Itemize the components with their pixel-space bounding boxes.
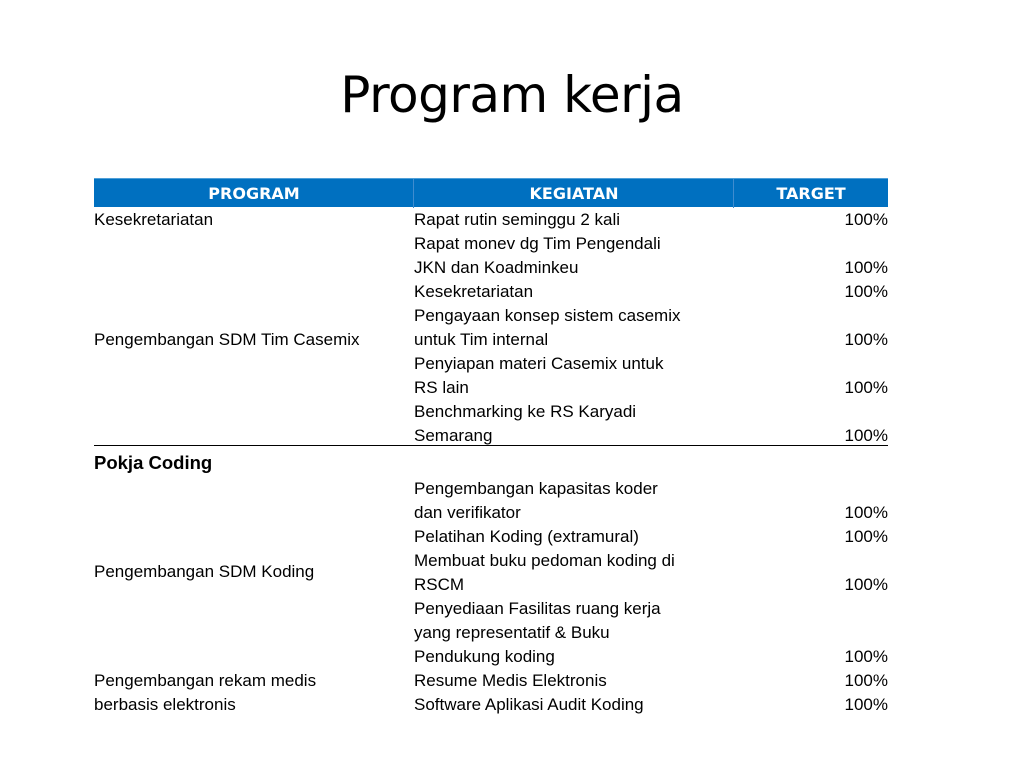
target-value: 100% (844, 527, 888, 546)
kegiatan-line: RSCM (414, 575, 465, 594)
kegiatan-line: Rapat monev dg Tim Pengendali (414, 234, 661, 253)
target-value: 100% (844, 282, 888, 301)
kegiatan-line: yang representatif & Buku (414, 623, 610, 642)
program-kesekretariatan: Kesekretariatan (94, 210, 214, 229)
kegiatan-line: Pendukung koding (414, 647, 555, 666)
target-value: 100% (844, 210, 888, 229)
kegiatan-line: Benchmarking ke RS Karyadi (414, 402, 637, 421)
target-value: 100% (844, 378, 888, 397)
target-value: 100% (844, 330, 888, 349)
kegiatan-line: JKN dan Koadminkeu (414, 258, 579, 277)
kegiatan-line: RS lain (414, 378, 469, 397)
header-program: PROGRAM (208, 184, 300, 203)
group-title-pokja-coding: Pokja Coding (94, 452, 213, 473)
program-rekam-medis: Pengembangan rekam medis (94, 671, 317, 690)
kegiatan-line: Rapat rutin seminggu 2 kali (414, 210, 621, 229)
target-value: 100% (844, 503, 888, 522)
target-value: 100% (844, 647, 888, 666)
program-sdm-casemix: Pengembangan SDM Tim Casemix (94, 330, 360, 349)
kegiatan-line: Membuat buku pedoman koding di (414, 551, 675, 570)
kegiatan-line: Semarang (414, 426, 493, 445)
kegiatan-line: Penyiapan materi Casemix untuk (414, 354, 664, 373)
program-rekam-medis-line2: berbasis elektronis (94, 695, 236, 714)
program-sdm-koding: Pengembangan SDM Koding (94, 562, 315, 581)
target-value: 100% (844, 258, 888, 277)
target-value: 100% (844, 426, 888, 445)
kegiatan-line: dan verifikator (414, 503, 521, 522)
target-value: 100% (844, 575, 888, 594)
section-divider (94, 445, 888, 446)
kegiatan-line: Kesekretariatan (414, 282, 534, 301)
kegiatan-line: untuk Tim internal (414, 330, 549, 349)
kegiatan-line: Penyediaan Fasilitas ruang kerja (414, 599, 661, 618)
header-target: TARGET (776, 184, 846, 203)
target-value: 100% (844, 671, 888, 690)
table-header (94, 178, 888, 207)
slide-title: Program kerja (340, 66, 684, 124)
kegiatan-line: Resume Medis Elektronis (414, 671, 607, 690)
target-value: 100% (844, 695, 888, 714)
kegiatan-line: Software Aplikasi Audit Koding (414, 695, 644, 714)
kegiatan-line: Pengembangan kapasitas koder (414, 479, 658, 498)
kegiatan-line: Pengayaan konsep sistem casemix (414, 306, 681, 325)
header-kegiatan: KEGIATAN (529, 184, 619, 203)
kegiatan-line: Pelatihan Koding (extramural) (414, 527, 639, 546)
